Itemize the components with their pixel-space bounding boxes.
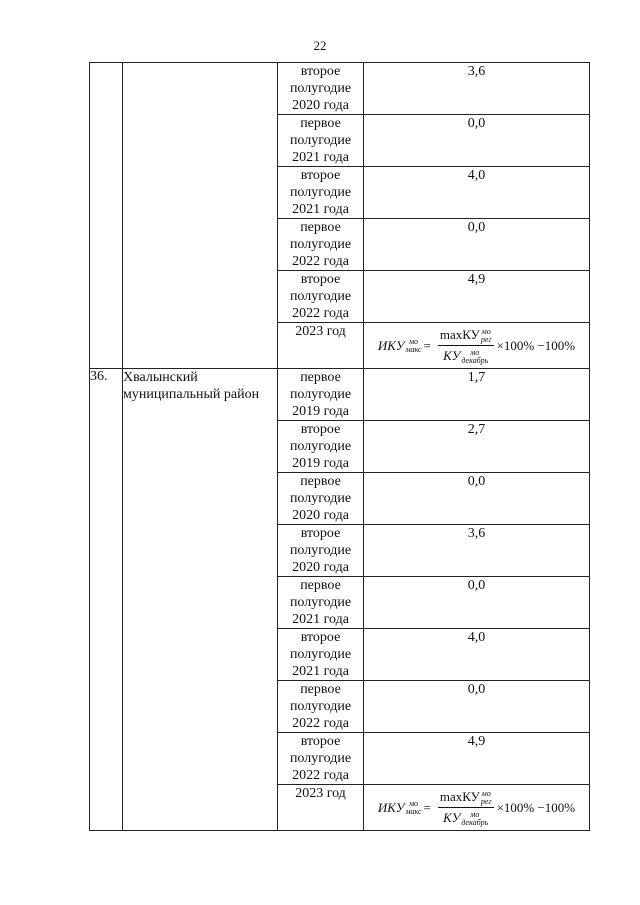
period-line: полугодие <box>289 439 352 454</box>
value-cell: 4,0 <box>364 629 590 681</box>
period-line: полугодие <box>289 185 352 200</box>
period-line: полугодие <box>289 491 352 506</box>
period-line: полугодие <box>289 133 352 148</box>
period-line: первое <box>300 578 341 593</box>
period-line: 2020 года <box>292 508 349 523</box>
value-cell: 4,0 <box>364 167 590 219</box>
row-number: 36. <box>90 369 123 831</box>
period-line: второе <box>300 734 341 749</box>
period-line: первое <box>300 370 341 385</box>
period-line: 2022 года <box>292 254 349 269</box>
formula-cell <box>364 323 590 369</box>
value-cell: 0,0 <box>364 577 590 629</box>
row-number <box>90 63 123 369</box>
table-row <box>90 63 590 115</box>
period-line: 2022 года <box>292 716 349 731</box>
period-cell <box>278 271 364 323</box>
period-line: 2023 год <box>295 324 346 339</box>
period-line: полугодие <box>289 647 352 662</box>
period-line: 2022 года <box>292 768 349 783</box>
period-line: второе <box>300 64 341 79</box>
period-line: полугодие <box>289 595 352 610</box>
period-cell <box>278 421 364 473</box>
value-cell: 1,7 <box>364 369 590 421</box>
value-cell: 3,6 <box>364 63 590 115</box>
period-line: 2020 года <box>292 98 349 113</box>
formula-cell <box>364 785 590 831</box>
period-line: полугодие <box>289 387 352 402</box>
value-cell: 0,0 <box>364 473 590 525</box>
value-cell: 4,9 <box>364 271 590 323</box>
period-line: 2022 года <box>292 306 349 321</box>
district-name: Хвалынский муниципальный район <box>123 369 278 831</box>
period-line: полугодие <box>289 81 352 96</box>
period-line: 2021 года <box>292 202 349 217</box>
period-line: 2021 года <box>292 664 349 679</box>
period-line: полугодие <box>289 237 352 252</box>
period-line: второе <box>300 272 341 287</box>
period-line: полугодие <box>289 543 352 558</box>
value-cell: 4,9 <box>364 733 590 785</box>
period-cell <box>278 323 364 369</box>
period-line: 2020 года <box>292 560 349 575</box>
period-cell <box>278 167 364 219</box>
period-cell <box>278 115 364 167</box>
formula-fraction: maxКУ мо рег КУ мо декабрь <box>439 789 492 828</box>
value-cell: 2,7 <box>364 421 590 473</box>
value-cell: 0,0 <box>364 115 590 167</box>
period-line: второе <box>300 526 341 541</box>
district-name <box>123 63 278 369</box>
value-cell: 0,0 <box>364 681 590 733</box>
period-line: полугодие <box>289 289 352 304</box>
period-line: 2021 года <box>292 612 349 627</box>
period-line: полугодие <box>289 751 352 766</box>
period-line: первое <box>300 220 341 235</box>
period-line: первое <box>300 682 341 697</box>
period-cell <box>278 473 364 525</box>
formula: ИКУ мо макс = maxКУ мо рег КУ мо декабрь ×100% −100% <box>377 789 576 828</box>
period-line: второе <box>300 168 341 183</box>
period-cell <box>278 733 364 785</box>
formula: ИКУ мо макс = maxКУ мо рег КУ мо декабрь ×100% −100% <box>377 327 576 366</box>
period-cell <box>278 219 364 271</box>
period-line: 2023 год <box>295 786 346 801</box>
page-number: 22 <box>313 38 327 53</box>
period-cell <box>278 785 364 831</box>
period-line: второе <box>300 422 341 437</box>
period-cell <box>278 525 364 577</box>
value-cell: 3,6 <box>364 525 590 577</box>
period-line: первое <box>300 474 341 489</box>
period-line: второе <box>300 630 341 645</box>
period-cell <box>278 577 364 629</box>
period-cell <box>278 369 364 421</box>
period-line: первое <box>300 116 341 131</box>
period-line: 2019 года <box>292 404 349 419</box>
tariff-table <box>89 62 590 831</box>
period-line: полугодие <box>289 699 352 714</box>
period-cell <box>278 63 364 115</box>
value-cell: 0,0 <box>364 219 590 271</box>
period-cell <box>278 629 364 681</box>
formula-fraction: maxКУ мо рег КУ мо декабрь <box>439 327 492 366</box>
table-row <box>90 369 590 421</box>
period-line: 2019 года <box>292 456 349 471</box>
period-cell <box>278 681 364 733</box>
period-line: 2021 года <box>292 150 349 165</box>
